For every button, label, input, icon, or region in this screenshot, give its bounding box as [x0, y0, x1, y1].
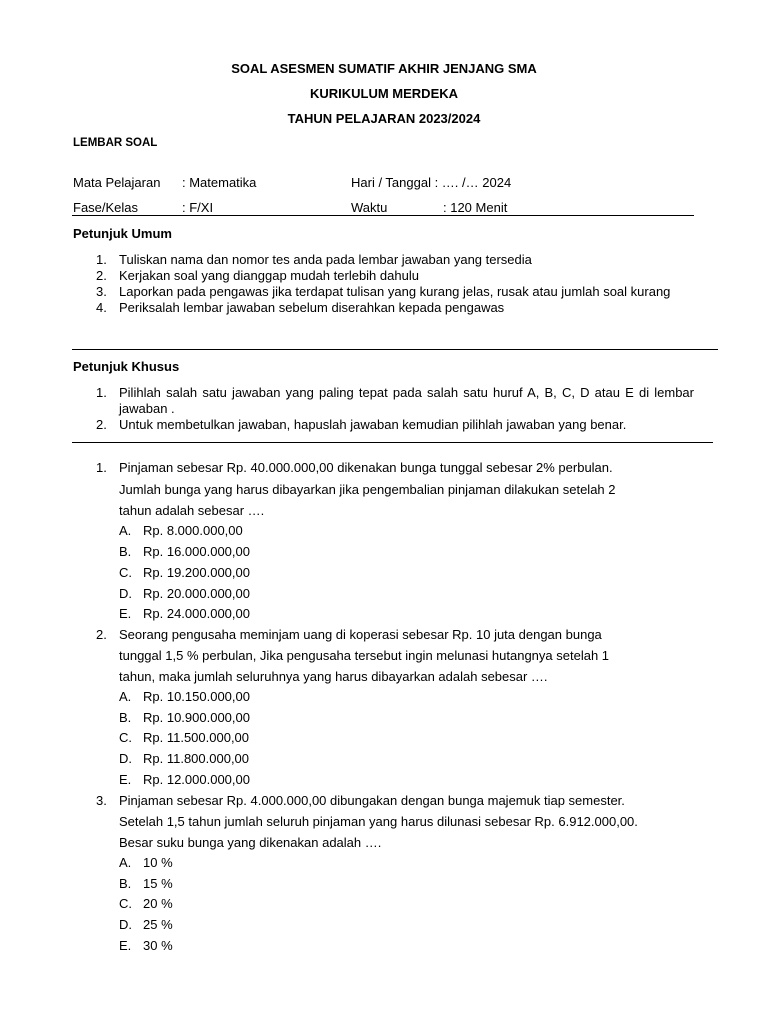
time-label: Waktu [351, 200, 388, 215]
answer-option: E. Rp. 12.000.000,00 [119, 772, 250, 787]
list-item: 2. Kerjakan soal yang dianggap mudah terlebih dahulu [96, 268, 419, 283]
answer-option: C. Rp. 11.500.000,00 [119, 730, 250, 745]
time-value: : 120 Menit [443, 200, 508, 215]
special-heading: Petunjuk Khusus [73, 359, 180, 374]
answer-option: C. 20 % [119, 896, 173, 911]
list-item: 3. Laporkan pada pengawas jika terdapat tulisan yang kurang jelas, rusak atau jumlah soal kurang [96, 284, 671, 299]
general-heading: Petunjuk Umum [73, 226, 172, 241]
answer-option: B. Rp. 10.900.000,00 [119, 710, 250, 725]
answer-option: E. 30 % [119, 938, 173, 953]
title-line-3: TAHUN PELAJARAN 2023/2024 [287, 111, 481, 126]
question-text-line: Jumlah bunga yang harus dibayarkan jika pengembalian pinjaman dilakukan setelah 2 [119, 482, 616, 497]
general-instructions-list [73, 252, 694, 316]
list-item: 2. Untuk membetulkan jawaban, hapuslah jawaban kemudian pilihlah jawaban yang benar. [96, 417, 627, 432]
general-divider [72, 349, 718, 350]
special-divider [72, 442, 713, 443]
special-instructions-list [73, 385, 694, 433]
answer-option: E. Rp. 24.000.000,00 [119, 606, 250, 621]
answer-option: C. Rp. 19.200.000,00 [119, 565, 250, 580]
question-text-line: tahun adalah sebesar …. [119, 503, 265, 518]
question-text-line: Pinjaman sebesar Rp. 40.000.000,00 dikenakan bunga tunggal sebesar 2% perbulan. [119, 460, 613, 475]
answer-option: A. 10 % [119, 855, 173, 870]
question-text-line: Seorang pengusaha meminjam uang di koperasi sebesar Rp. 10 juta dengan bunga [119, 627, 602, 642]
list-item: 1. Tuliskan nama dan nomor tes anda pada lembar jawaban yang tersedia [96, 252, 532, 267]
question-text-line: Besar suku bunga yang dikenakan adalah …. [119, 835, 382, 850]
list-item: 1. Pilihlah salah satu jawaban yang paling tepat pada salah satu huruf A, B, C, D atau E di lembar jawaban . [96, 385, 694, 416]
subject-value: : Matematika [182, 175, 257, 190]
title-line-1: SOAL ASESMEN SUMATIF AKHIR JENJANG SMA [231, 61, 537, 76]
date-label: Hari / Tanggal : …. /… 2024 [351, 175, 512, 190]
answer-option: A. Rp. 10.150.000,00 [119, 689, 250, 704]
question-number: 3. [96, 793, 107, 808]
answer-option: D. Rp. 20.000.000,00 [119, 586, 250, 601]
info-divider [72, 215, 694, 216]
answer-option: B. 15 % [119, 876, 173, 891]
class-value: : F/XI [182, 200, 214, 215]
answer-option: D. Rp. 11.800.000,00 [119, 751, 250, 766]
answer-option: B. Rp. 16.000.000,00 [119, 544, 250, 559]
answer-option: A. Rp. 8.000.000,00 [119, 523, 243, 538]
title-line-2: KURIKULUM MERDEKA [309, 86, 459, 101]
question-text-line: Pinjaman sebesar Rp. 4.000.000,00 dibungakan dengan bunga majemuk tiap semester. [119, 793, 625, 808]
sheet-label: LEMBAR SOAL [73, 137, 158, 149]
list-item: 4. Periksalah lembar jawaban sebelum diserahkan kepada pengawas [96, 300, 505, 315]
question-number: 1. [96, 460, 107, 475]
question-text-line: Setelah 1,5 tahun jumlah seluruh pinjaman yang harus dilunasi sebesar Rp. 6.912.000,00. [119, 814, 638, 829]
question-text-line: tunggal 1,5 % perbulan, Jika pengusaha tersebut ingin melunasi hutangnya setelah 1 [119, 648, 610, 663]
class-label: Fase/Kelas [73, 200, 139, 215]
answer-option: D. 25 % [119, 917, 173, 932]
question-text-line: tahun, maka jumlah seluruhnya yang harus dibayarkan adalah sebesar …. [119, 669, 548, 684]
question-number: 2. [96, 627, 107, 642]
subject-label: Mata Pelajaran [73, 175, 161, 190]
